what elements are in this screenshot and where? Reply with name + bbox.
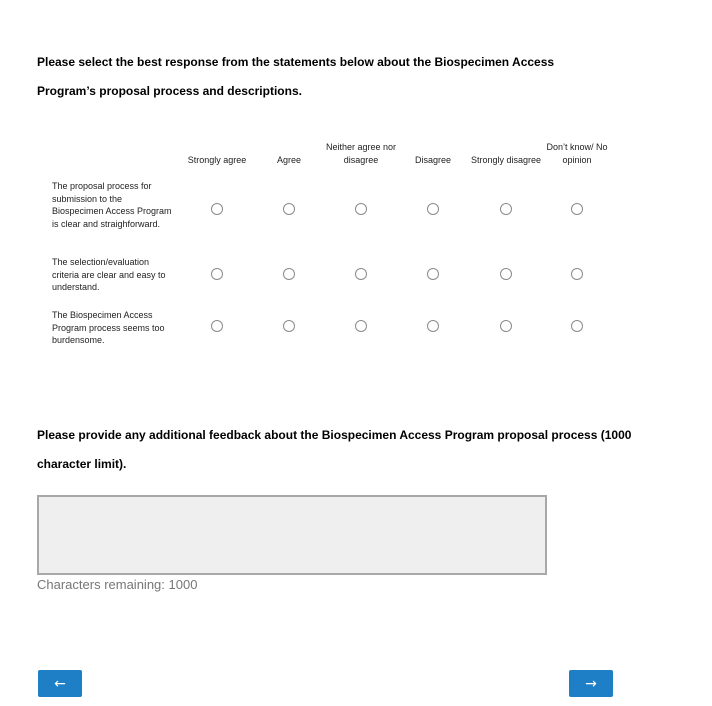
back-button[interactable] [38,670,82,697]
radio-row1-strongly-agree[interactable] [211,203,223,215]
radio-row1-dont-know[interactable] [571,203,583,215]
radio-row1-disagree[interactable] [427,203,439,215]
column-header-strongly-agree: Strongly agree [187,155,247,165]
radio-row2-strongly-disagree[interactable] [500,268,512,280]
column-header-disagree: Disagree [414,155,452,165]
radio-row3-dont-know[interactable] [571,320,583,332]
radio-row2-agree[interactable] [283,268,295,280]
characters-remaining: Characters remaining: 1000 [37,577,198,592]
next-button[interactable] [569,670,613,697]
row-label-burdensome: The Biospecimen Access Program process seems too burdensome. [52,310,165,346]
radio-row1-agree[interactable] [283,203,295,215]
column-header-agree: Agree [276,155,302,165]
column-header-strongly-disagree: Strongly disagree [470,155,542,165]
radio-row3-neither[interactable] [355,320,367,332]
arrow-left-icon: ← [54,675,66,692]
radio-row3-strongly-agree[interactable] [211,320,223,332]
feedback-textarea[interactable] [37,495,547,575]
radio-row2-strongly-agree[interactable] [211,268,223,280]
column-header-neither: Neither agree nor disagree [325,142,397,165]
column-header-dont-know: Don’t know/ No opinion [546,142,608,165]
radio-row1-neither[interactable] [355,203,367,215]
radio-row1-strongly-disagree[interactable] [500,203,512,215]
radio-row3-agree[interactable] [283,320,295,332]
radio-row3-disagree[interactable] [427,320,439,332]
radio-row2-disagree[interactable] [427,268,439,280]
radio-row2-dont-know[interactable] [571,268,583,280]
question2-title: Please provide any additional feedback about the Biospecimen Access Program proposal process (1000 character limit). [37,428,632,471]
question1-title: Please select the best response from the statements below about the Biospecimen Access Program’s proposal process and descriptions. [37,55,555,98]
row-label-selection-criteria: The selection/evaluation criteria are clear and easy to understand. [52,257,166,293]
radio-row2-neither[interactable] [355,268,367,280]
row-label-proposal-process: The proposal process for submission to the Biospecimen Access Program is clear and straighforward. [52,181,172,229]
radio-row3-strongly-disagree[interactable] [500,320,512,332]
arrow-right-icon: → [585,675,597,692]
